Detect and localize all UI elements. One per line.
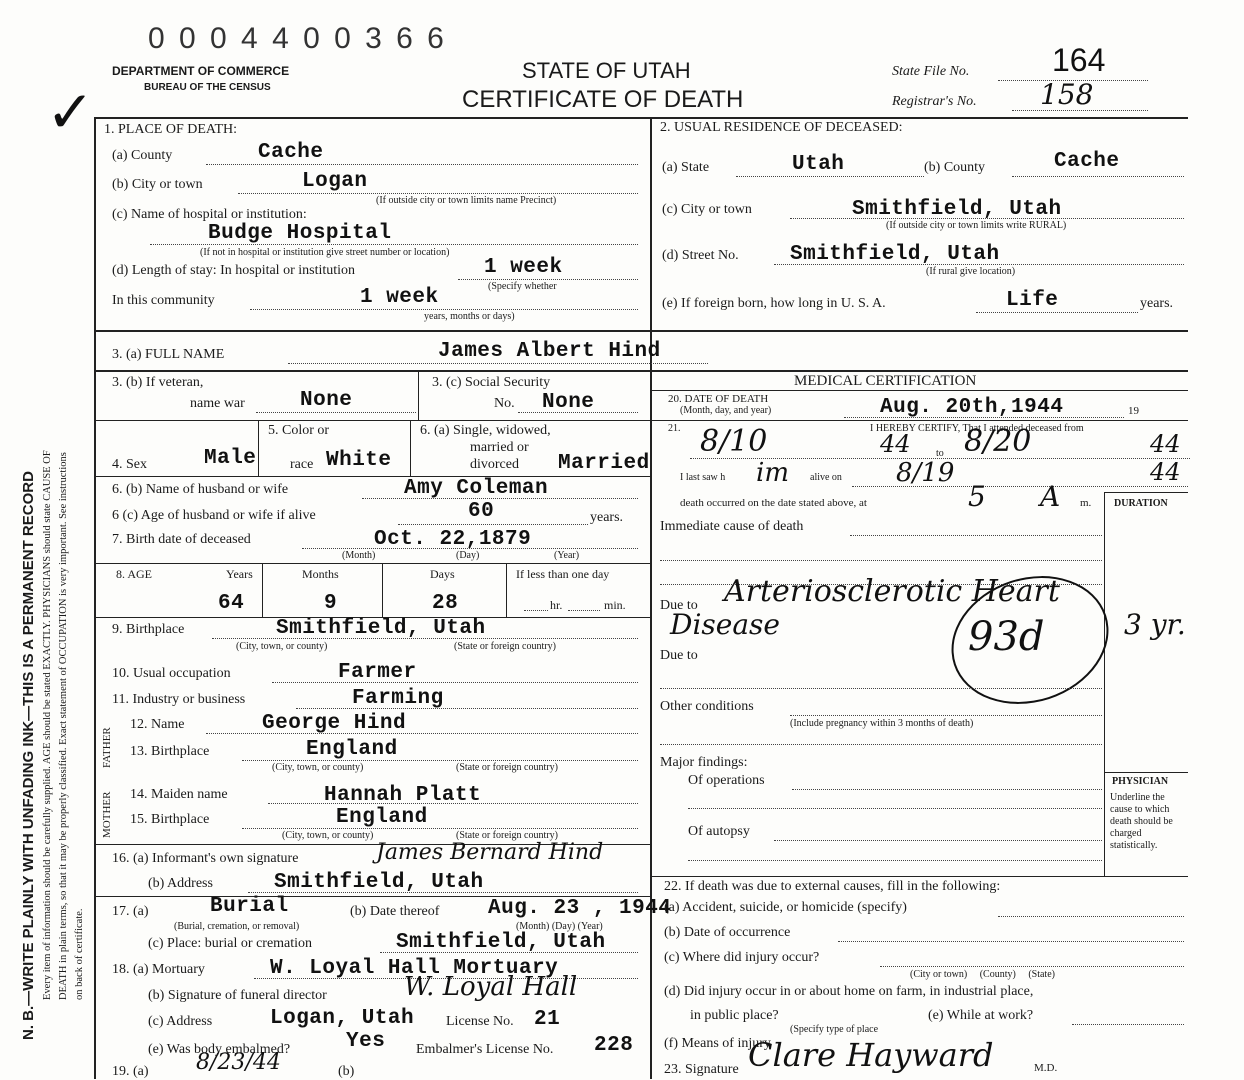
- registrar-number: 158: [1040, 78, 1094, 111]
- hospital-note: (If not in hospital or institution give street number or location): [200, 247, 450, 258]
- birthplace-state-note: (State or foreign country): [454, 641, 556, 652]
- industry-label: 11. Industry or business: [112, 692, 246, 707]
- occurred-label: death occurred on the date stated above, at: [680, 497, 867, 509]
- burial-date-label: (b) Date thereof: [350, 904, 440, 919]
- mother-name-label: 14. Maiden name: [130, 787, 228, 802]
- death-county: Cache: [258, 141, 324, 164]
- age-label: 8. AGE: [116, 567, 152, 581]
- director-signature: W. Loyal Hall: [404, 972, 578, 1002]
- death-city-label: (b) City or town: [112, 177, 203, 192]
- res-street-label: (d) Street No.: [662, 248, 739, 263]
- director-sig-label: (b) Signature of funeral director: [148, 988, 327, 1003]
- burial-type-note: (Burial, cremation, or removal): [174, 921, 300, 932]
- margin-note-3: on back of certificate.: [74, 908, 85, 1000]
- res-county-label: (b) County: [924, 160, 986, 175]
- spouse-name: Amy Coleman: [404, 477, 549, 500]
- external-d-note: (Specify type of place: [790, 1024, 879, 1035]
- hospital-label: (c) Name of hospital or institution:: [112, 207, 307, 222]
- burial-place: Smithfield, Utah: [396, 931, 606, 954]
- res-city-label: (c) City or town: [662, 202, 752, 217]
- death-date-sub: (Month, day, and year): [680, 405, 772, 416]
- external-a-label: (a) Accident, suicide, or homicide (specify): [664, 900, 907, 915]
- industry: Farming: [352, 687, 444, 710]
- department: DEPARTMENT OF COMMERCE: [112, 64, 290, 78]
- age-years-label: Years: [226, 567, 253, 581]
- res-state-label: (a) State: [662, 160, 710, 175]
- hr-label: hr.: [550, 598, 563, 612]
- res-city: Smithfield, Utah: [852, 198, 1062, 221]
- race-label: race: [290, 457, 314, 472]
- mortuary-name: W. Loyal Hall Mortuary: [270, 957, 559, 980]
- spouse-age-unit: years.: [590, 510, 624, 525]
- margin-warning: N. B.—WRITE PLAINLY WITH UNFADING INK—THIS IS A PERMANENT RECORD: [20, 471, 37, 1040]
- min-label: min.: [604, 598, 626, 612]
- father-bp-city-note: (City, town, or county): [272, 762, 364, 773]
- community-label: In this community: [112, 293, 215, 308]
- age-days: 28: [432, 592, 459, 615]
- community-note: years, months or days): [424, 311, 515, 322]
- age-days-label: Days: [430, 567, 455, 581]
- mother-name: Hannah Platt: [324, 784, 482, 807]
- father-name: George Hind: [262, 712, 407, 735]
- burial-place-label: (c) Place: burial or cremation: [148, 936, 313, 951]
- death-date-suffix: 19: [1128, 405, 1139, 417]
- margin-note-2: DEATH in plain terms, so that it may be properly classified. Exact statement of OCCUPATION is very important. See instructions: [58, 452, 69, 1000]
- death-county-label: (a) County: [112, 148, 173, 163]
- embalmer-label: Embalmer's License No.: [416, 1042, 554, 1057]
- md-label: M.D.: [1034, 1062, 1058, 1074]
- cause-line-2: Disease: [670, 608, 780, 641]
- birth-month-note: (Month): [342, 550, 376, 561]
- death-date-label: 20. DATE OF DEATH: [668, 393, 769, 405]
- marital-label-2: married or: [470, 440, 529, 455]
- occupation: Farmer: [338, 661, 417, 684]
- color-label: 5. Color or: [268, 423, 330, 438]
- external-f-label: (f) Means of injury: [664, 1036, 771, 1051]
- marital-label-1: 6. (a) Single, widowed,: [420, 423, 551, 438]
- birthplace: Smithfield, Utah: [276, 617, 486, 640]
- less-than-day-label: If less than one day: [516, 567, 610, 581]
- external-e-label: (e) While at work?: [928, 1008, 1034, 1023]
- informant-address-label: (b) Address: [148, 876, 213, 891]
- external-d-label: (d) Did injury occur in or about home on farm, in industrial place,: [664, 984, 1034, 999]
- hospital-name: Budge Hospital: [208, 222, 392, 245]
- alive-date: 8/19: [896, 458, 955, 488]
- informant-address: Smithfield, Utah: [274, 871, 484, 894]
- marital-label-3: divorced: [470, 457, 519, 472]
- physician-heading: PHYSICIAN: [1112, 776, 1169, 787]
- attended-to-year: 44: [1150, 430, 1181, 458]
- bureau: BUREAU OF THE CENSUS: [144, 82, 271, 93]
- stay-length: 1 week: [484, 256, 563, 279]
- birth-date: Oct. 22,1879: [374, 528, 532, 551]
- community-stay: 1 week: [360, 286, 439, 309]
- stay-note: (Specify whether: [488, 281, 557, 292]
- other-conditions-note: (Include pregnancy within 3 months of death): [790, 718, 974, 729]
- embalmed: Yes: [346, 1030, 386, 1053]
- mother-bp-city-note: (City, town, or county): [282, 830, 374, 841]
- death-city: Logan: [302, 170, 368, 193]
- medical-heading: MEDICAL CERTIFICATION: [794, 373, 977, 389]
- physician-signature: Clare Hayward: [748, 1036, 994, 1074]
- attended-from: 8/10: [700, 424, 768, 459]
- license-number: 21: [534, 1008, 561, 1031]
- cause-code: 93d: [968, 614, 1045, 660]
- due-to-2-label: Due to: [660, 648, 698, 663]
- mother-tag: MOTHER: [101, 791, 113, 838]
- to-label: to: [936, 448, 944, 459]
- veteran-label: 3. (b) If veteran,: [112, 375, 204, 390]
- license-label: License No.: [446, 1014, 514, 1029]
- informant-signature: James Bernard Hind: [376, 840, 604, 865]
- state-title: STATE OF UTAH: [522, 58, 691, 83]
- external-b-label: (b) Date of occurrence: [664, 925, 791, 940]
- mother-birthplace: England: [336, 806, 428, 829]
- ss-no-label: No.: [494, 396, 515, 411]
- marital-status: Married: [558, 452, 650, 475]
- margin-note-1: Every item of information should be carefully supplied. AGE should be stated EXACTLY. PHYSICIANS should state CAUSE OF: [42, 450, 53, 1000]
- external-d-label-2: in public place?: [690, 1008, 779, 1023]
- spouse-age: 60: [468, 500, 495, 523]
- mortuary-label: 18. (a) Mortuary: [112, 962, 205, 977]
- last-saw: im: [756, 458, 789, 488]
- certificate-number: 0 0 0 4 4 0 0 3 6 6: [148, 22, 447, 55]
- major-findings-label: Major findings:: [660, 755, 748, 770]
- ss-number: None: [542, 391, 595, 414]
- res-county: Cache: [1054, 150, 1120, 173]
- mortuary-address-label: (c) Address: [148, 1014, 213, 1029]
- burial-label: 17. (a): [112, 904, 149, 919]
- other-conditions-label: Other conditions: [660, 699, 754, 714]
- attended-to: 8/20: [964, 424, 1032, 459]
- death-ampm: A: [1040, 480, 1061, 513]
- burial-date: Aug. 23 , 1944: [488, 897, 672, 920]
- occupation-label: 10. Usual occupation: [112, 666, 231, 681]
- father-birthplace-label: 13. Birthplace: [130, 744, 210, 759]
- external-c-label: (c) Where did injury occur?: [664, 950, 820, 965]
- alive-year: 44: [1150, 458, 1181, 486]
- immediate-cause-label: Immediate cause of death: [660, 519, 804, 534]
- birth-day-note: (Day): [456, 550, 480, 561]
- state-file-number: 164: [1052, 42, 1106, 78]
- res-foreign-label: (e) If foreign born, how long in U. S. A.: [662, 296, 886, 311]
- war-name: None: [300, 389, 353, 412]
- embalmer-license: 228: [594, 1034, 634, 1057]
- father-name-label: 12. Name: [130, 717, 185, 732]
- due-to-label: Due to: [660, 598, 698, 613]
- registrar-label: Registrar's No.: [892, 94, 977, 109]
- state-file-label: State File No.: [892, 64, 970, 79]
- informant-sig-label: 16. (a) Informant's own signature: [112, 851, 299, 866]
- father-tag: FATHER: [101, 727, 113, 768]
- certificate-title: CERTIFICATE OF DEATH: [462, 86, 744, 113]
- death-hour: 5: [968, 480, 986, 513]
- place-of-death-heading: 1. PLACE OF DEATH:: [104, 122, 238, 137]
- cert-21: 21.: [668, 423, 681, 434]
- full-name: James Albert Hind: [438, 340, 661, 363]
- check-mark: ✓: [46, 78, 95, 146]
- death-date: Aug. 20th,1944: [880, 396, 1064, 419]
- residence-heading: 2. USUAL RESIDENCE OF DECEASED:: [660, 120, 903, 135]
- age-years: 64: [218, 592, 245, 615]
- father-birthplace: England: [306, 738, 398, 761]
- external-c-note: (City or town) (County) (State): [910, 969, 1055, 980]
- external-heading: 22. If death was due to external causes, fill in the following:: [664, 879, 1001, 894]
- res-street: Smithfield, Utah: [790, 243, 1000, 266]
- res-city-note: (If outside city or town limits write RURAL): [886, 220, 1067, 231]
- death-city-note: (If outside city or town limits name Precinct): [376, 195, 557, 206]
- age-months-label: Months: [302, 567, 339, 581]
- ss-label: 3. (c) Social Security: [432, 375, 551, 390]
- m-label: m.: [1080, 497, 1092, 509]
- res-state: Utah: [792, 153, 845, 176]
- row19-label: 19. (a): [112, 1064, 149, 1079]
- last-saw-label: I last saw h: [680, 472, 726, 483]
- physician-sig-label: 23. Signature: [664, 1062, 739, 1077]
- father-bp-state-note: (State or foreign country): [456, 762, 558, 773]
- burial-type: Burial: [210, 895, 289, 918]
- operations-label: Of operations: [688, 773, 765, 788]
- mother-birthplace-label: 15. Birthplace: [130, 812, 210, 827]
- duration-label: DURATION: [1114, 498, 1168, 509]
- res-street-note: (If rural give location): [926, 266, 1016, 277]
- birth-date-label: 7. Birth date of deceased: [112, 532, 251, 547]
- alive-label: alive on: [810, 472, 842, 483]
- war-label: name war: [190, 396, 245, 411]
- sex: Male: [204, 447, 257, 470]
- spouse-age-label: 6 (c) Age of husband or wife if alive: [112, 508, 316, 523]
- attended-from-year: 44: [880, 430, 911, 458]
- embalmed-label: (e) Was body embalmed?: [148, 1042, 291, 1057]
- full-name-label: 3. (a) FULL NAME: [112, 347, 225, 362]
- spouse-label: 6. (b) Name of husband or wife: [112, 482, 289, 497]
- stay-label: (d) Length of stay: In hospital or institution: [112, 263, 356, 278]
- mortuary-address: Logan, Utah: [270, 1007, 415, 1030]
- row19-b: (b): [338, 1064, 355, 1079]
- burial-date-note: (Month) (Day) (Year): [516, 921, 603, 932]
- cause-duration: 3 yr.: [1124, 608, 1186, 641]
- physician-note: Underline the cause to which death should be charged statistically.: [1110, 792, 1173, 851]
- birthplace-label: 9. Birthplace: [112, 622, 185, 637]
- mother-bp-state-note: (State or foreign country): [456, 830, 558, 841]
- race: White: [326, 449, 392, 472]
- birthplace-city-note: (City, town, or county): [236, 641, 328, 652]
- row19-date: 8/23/44: [196, 1050, 281, 1075]
- birth-year-note: (Year): [554, 550, 580, 561]
- age-months: 9: [324, 592, 338, 615]
- autopsy-label: Of autopsy: [688, 824, 750, 839]
- res-foreign: Life: [1006, 289, 1059, 312]
- cause-line-1: Arteriosclerotic Heart: [724, 574, 1060, 609]
- cert-statement: I HEREBY CERTIFY, That I attended deceased from: [870, 423, 1084, 434]
- sex-label: 4. Sex: [112, 457, 147, 472]
- res-years-label: years.: [1140, 296, 1174, 311]
